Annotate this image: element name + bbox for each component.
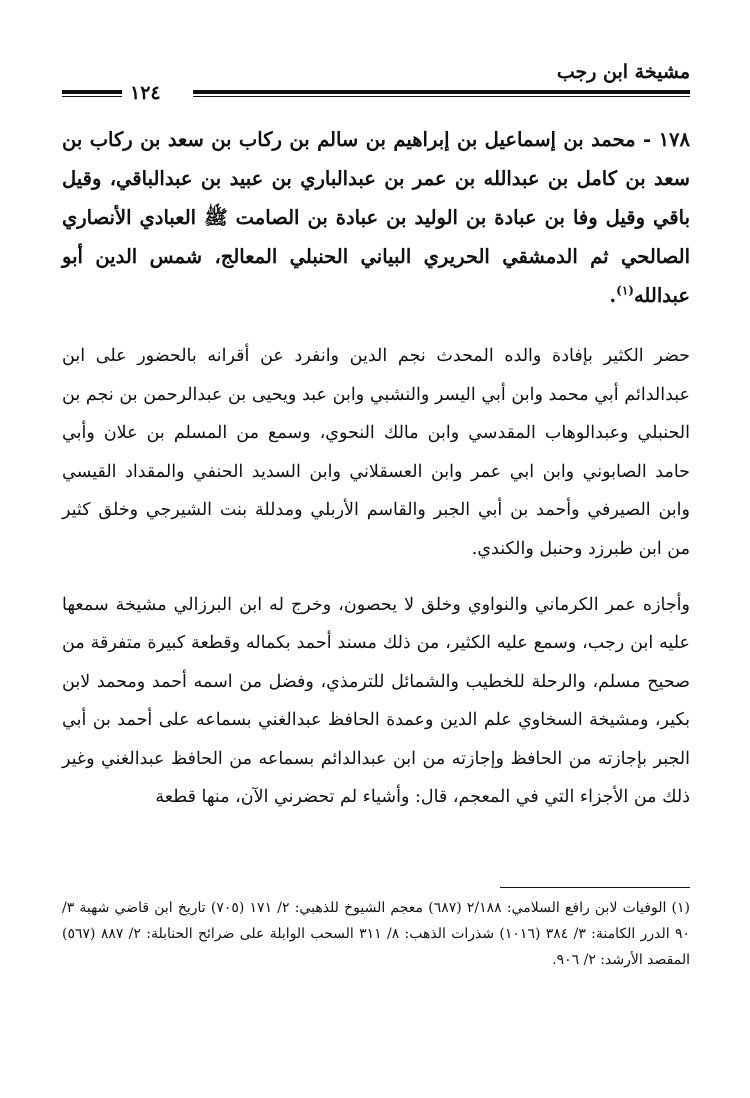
entry-heading-end: . <box>609 284 617 307</box>
header-rule-right <box>193 90 690 97</box>
entry-heading-text: ١٧٨ - محمد بن إسماعيل بن إبراهيم بن سالم بن ركاب بن سعد بن ركاب بن سعد بن كامل بن عبدالله بن عمر بن عبدالباري بن عبيد بن عبدالباقي، وقيل باقي وقيل وفا بن عبادة بن الوليد بن عبادة بن الصامت ﷺ العبادي الأنصاري الصالحي ثم الدمشقي الحريري البياني الحنبلي المعالج، شمس الدين أبو عبدالله <box>62 128 690 307</box>
body-paragraph-2: وأجازه عمر الكرماني والنواوي وخلق لا يحصون، وخرج له ابن البرزالي مشيخة سمعها عليه ابن رجب، وسمع عليه الكثير، من ذلك مسند أحمد بكماله وقطعة كبيرة متفرقة من صحيح مسلم، والرحلة للخطيب والشمائل للترمذي، وفضل من اسمه أحمد ومحمد لابن بكير، ومشيخة السخاوي علم الدين وعمدة الحافظ عبدالغني بسماعه على أحمد بن أبي الجبر بإجازته من الحافظ وإجازته من ابن عبدالدائم بسماعه من الحافظ عبدالغني وغير ذلك من الأجزاء التي في المعجم، قال: وأشياء لم تحضرني الآن، منها قطعة <box>62 594 690 807</box>
entry-heading <box>62 120 690 315</box>
footnote-separator <box>500 887 690 888</box>
header-rule-left <box>62 90 122 97</box>
running-title: مشيخة ابن رجب <box>556 61 690 83</box>
book-page <box>62 52 690 1072</box>
page-number: ١٢٤ <box>130 82 161 104</box>
footnotes <box>62 895 690 973</box>
footnote-1: (١) الوفيات لابن رافع السلامي: ٢/١٨٨ (٦٨٧) معجم الشيوخ للذهبي: ٢/ ١٧١ (٧٠٥) تاريخ ابن قاضي شهبة ٣/ ٩٠ الدرر الكامنة: ٣/ ٣٨٤ (١٠١٦) شذرات الذهب: ٨/ ٣١١ السحب الوابلة على ضرائح الحنابلة: ٢/ ٨٨٧ (٥٦٧) المقصد الأرشد: ٢/ ٩٠٦. <box>62 900 690 968</box>
page-header <box>62 52 690 106</box>
body-paragraph-1: حضر الكثير بإفادة والده المحدث نجم الدين وانفرد عن أقرانه بالحضور على ابن عبدالدائم أبي محمد وابن أبي اليسر والنشبي وابن عبد ويحيى بن عبدالرحمن بن نجم بن الحنبلي وعبدالوهاب المقدسي وابن مالك النحوي، وسمع من المسلم بن علان وأبي حامد الصابوني وابن ابي عمر وابن العسقلاني وابن السديد الحنفي والمقداد القيسي وابن الصيرفي وأحمد بن أبي الجبر والقاسم الأربلي ومدللة بنت الشيرجي وخلق كثير من ابن طبرزد وحنبل والكندي. <box>62 346 690 559</box>
footnote-ref[interactable]: (١) <box>616 283 634 298</box>
